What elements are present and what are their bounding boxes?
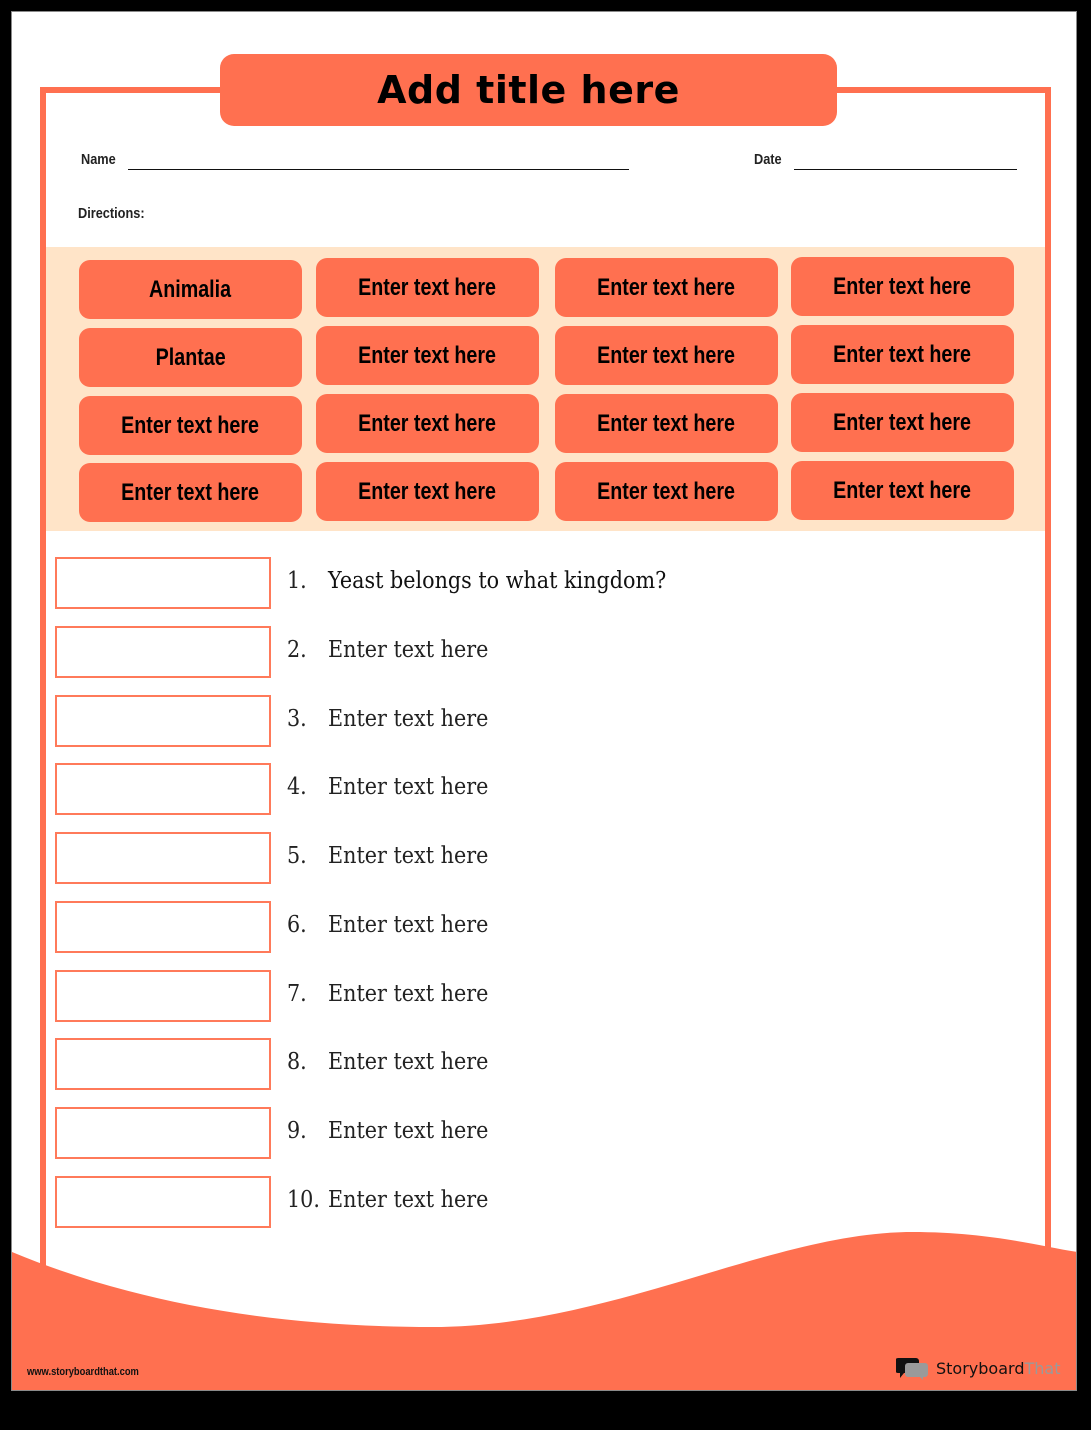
word-bank-cell[interactable] xyxy=(79,260,302,319)
question-number: 4. xyxy=(287,774,307,800)
answer-box[interactable] xyxy=(55,557,271,609)
speech-bubbles-icon xyxy=(896,1356,930,1380)
word-bank-text: Enter text here xyxy=(833,340,972,368)
question-text[interactable]: Enter text here xyxy=(328,1187,489,1213)
footer-url[interactable]: www.storyboardthat.com xyxy=(27,1366,139,1378)
word-bank-text: Enter text here xyxy=(358,273,497,301)
question-number: 8. xyxy=(287,1049,307,1075)
word-bank-cell[interactable] xyxy=(316,258,539,317)
date-line[interactable] xyxy=(794,169,1017,170)
question-number: 6. xyxy=(287,912,307,938)
word-bank-cell[interactable] xyxy=(791,461,1014,520)
question-text[interactable]: Enter text here xyxy=(328,1049,489,1075)
word-bank-text: Enter text here xyxy=(597,273,736,301)
question-text[interactable]: Enter text here xyxy=(328,706,489,732)
question-text[interactable]: Enter text here xyxy=(328,843,489,869)
word-bank-text: Enter text here xyxy=(597,341,736,369)
question-text[interactable]: Yeast belongs to what kingdom? xyxy=(328,568,667,594)
question-row xyxy=(55,1176,955,1228)
word-bank-panel xyxy=(46,247,1045,531)
question-number: 5. xyxy=(287,843,307,869)
question-row xyxy=(55,763,955,815)
answer-box[interactable] xyxy=(55,1176,271,1228)
answer-box[interactable] xyxy=(55,626,271,678)
question-row xyxy=(55,832,955,884)
page-title[interactable]: Add title here xyxy=(377,68,680,112)
word-bank-cell[interactable] xyxy=(555,462,778,521)
directions-label: Directions: xyxy=(78,205,145,222)
answer-box[interactable] xyxy=(55,1038,271,1090)
answer-box[interactable] xyxy=(55,832,271,884)
word-bank-text: Plantae xyxy=(155,343,226,371)
question-row xyxy=(55,626,955,678)
word-bank-cell[interactable] xyxy=(316,394,539,453)
date-label: Date xyxy=(754,151,782,168)
question-number: 2. xyxy=(287,637,307,663)
word-bank-cell[interactable] xyxy=(79,396,302,455)
question-text[interactable]: Enter text here xyxy=(328,1118,489,1144)
storyboardthat-logo[interactable] xyxy=(896,1355,1060,1381)
name-label: Name xyxy=(81,151,116,168)
word-bank-text: Enter text here xyxy=(597,477,736,505)
answer-box[interactable] xyxy=(55,970,271,1022)
question-row xyxy=(55,1107,955,1159)
word-bank-text: Enter text here xyxy=(121,411,260,439)
answer-box[interactable] xyxy=(55,901,271,953)
word-bank-cell[interactable] xyxy=(555,326,778,385)
logo-text-storyboard: Storyboard xyxy=(936,1358,1025,1378)
question-number: 1. xyxy=(287,568,307,594)
word-bank-text: Enter text here xyxy=(358,477,497,505)
question-row xyxy=(55,695,955,747)
word-bank-text: Enter text here xyxy=(121,478,260,506)
question-row xyxy=(55,1038,955,1090)
question-text[interactable]: Enter text here xyxy=(328,774,489,800)
word-bank-cell[interactable] xyxy=(791,393,1014,452)
question-text[interactable]: Enter text here xyxy=(328,637,489,663)
word-bank-cell[interactable] xyxy=(79,463,302,522)
word-bank-text: Enter text here xyxy=(833,272,972,300)
word-bank-text: Enter text here xyxy=(358,409,497,437)
word-bank-cell[interactable] xyxy=(316,326,539,385)
word-bank-cell[interactable] xyxy=(555,258,778,317)
name-line[interactable] xyxy=(128,169,629,170)
question-number: 10. xyxy=(287,1187,320,1213)
word-bank-cell[interactable] xyxy=(316,462,539,521)
word-bank-text: Enter text here xyxy=(833,476,972,504)
question-number: 9. xyxy=(287,1118,307,1144)
question-number: 3. xyxy=(287,706,307,732)
word-bank-cell[interactable] xyxy=(791,257,1014,316)
question-row xyxy=(55,970,955,1022)
answer-box[interactable] xyxy=(55,1107,271,1159)
question-row xyxy=(55,901,955,953)
question-text[interactable]: Enter text here xyxy=(328,912,489,938)
answer-box[interactable] xyxy=(55,695,271,747)
answer-box[interactable] xyxy=(55,763,271,815)
word-bank-cell[interactable] xyxy=(791,325,1014,384)
question-number: 7. xyxy=(287,981,307,1007)
title-banner[interactable] xyxy=(220,54,837,126)
question-row xyxy=(55,557,955,609)
word-bank-text: Enter text here xyxy=(358,341,497,369)
worksheet-page xyxy=(11,11,1077,1391)
question-text[interactable]: Enter text here xyxy=(328,981,489,1007)
word-bank-text: Animalia xyxy=(149,275,232,303)
word-bank-cell[interactable] xyxy=(79,328,302,387)
word-bank-cell[interactable] xyxy=(555,394,778,453)
word-bank-text: Enter text here xyxy=(833,408,972,436)
logo-text-that: That xyxy=(1024,1358,1061,1378)
word-bank-text: Enter text here xyxy=(597,409,736,437)
